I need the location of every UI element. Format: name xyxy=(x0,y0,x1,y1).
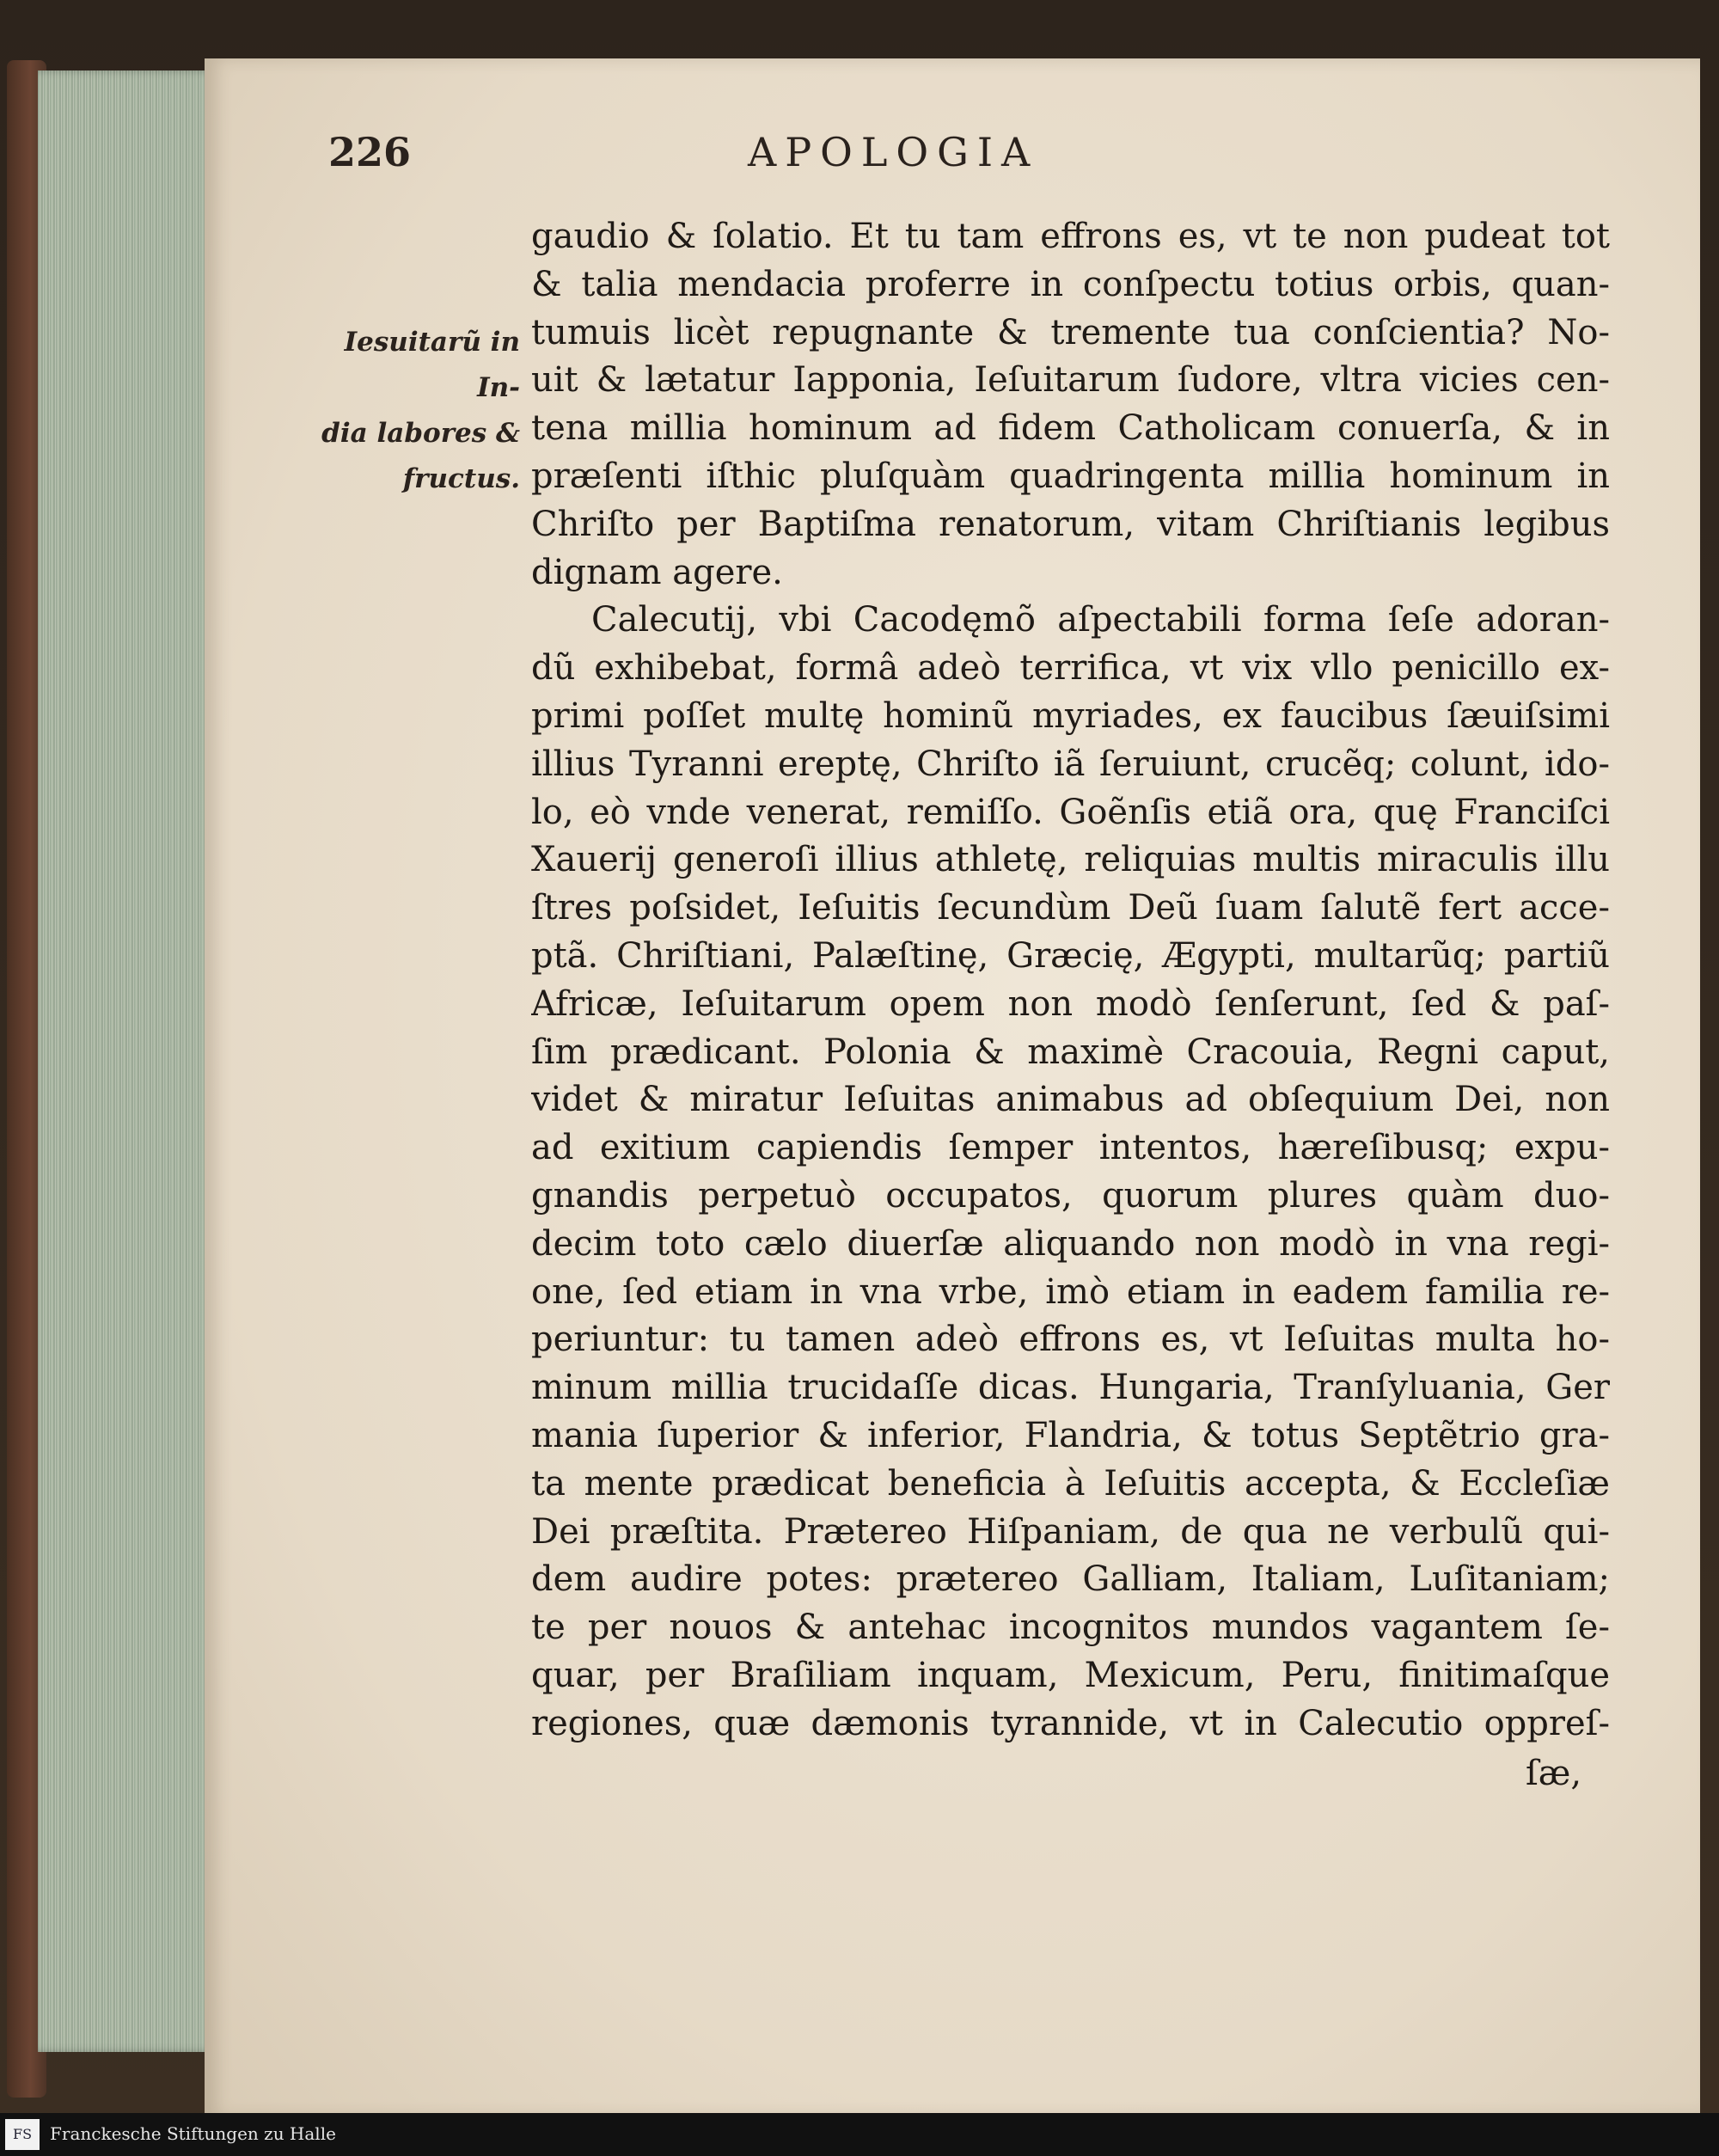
page-edges xyxy=(38,70,218,2052)
running-title: APOLOGIA xyxy=(748,129,1039,175)
institution-logo-icon: FS xyxy=(5,2119,40,2150)
text-line: ſim prædicant. Polonia & maximè Cracouia, Regni caput, xyxy=(531,1032,1610,1072)
text-line: minum millia trucidaſſe dicas. Hungaria, Tranſyluania, Ger xyxy=(531,1368,1610,1408)
text-line: dũ exhibebat, formâ adeò terrifica, vt vix vllo penicillo ex- xyxy=(531,648,1610,689)
text-line: ptã. Chriſtiani, Palæſtinę, Græcię, Ægypti, multarũq; partiũ xyxy=(531,935,1610,976)
text-line: te per nouos & antehac incognitos mundos vagantem ſe- xyxy=(531,1608,1610,1648)
text-line: quar, per Braſiliam inquam, Mexicum, Peru, finitimaſque xyxy=(531,1655,1610,1695)
text-line: ad exitium capiendis ſemper intentos, hæreſibusq; expu- xyxy=(531,1128,1610,1168)
text-line: mania ſuperior & inferior, Flandria, & totus Septẽtrio gra- xyxy=(531,1415,1610,1455)
institution-label: Franckesche Stiftungen zu Halle xyxy=(50,2123,336,2144)
text-line: dignam agere. xyxy=(531,552,783,592)
text-line: periuntur: tu tamen adeò effrons es, vt Ieſuitas multa ho- xyxy=(531,1320,1610,1360)
text-line: ſtres poſsidet, Ieſuitis ſecundùm Deũ ſuam ſalutẽ fert acce- xyxy=(531,888,1610,928)
text-line: illius Tyranni ereptę, Chriſto iã ſeruiunt, crucẽq; colunt, ido- xyxy=(531,744,1610,784)
text-line: tena millia hominum ad fidem Catholicam conuerſa, & in xyxy=(531,408,1610,449)
text-line: Xauerij generoſi illius athletę, reliquias multis miraculis illu xyxy=(531,840,1610,880)
text-line: Africæ, Ieſuitarum opem non modò ſenſerunt, ſed & paſ- xyxy=(531,983,1610,1024)
text-line: uit & lætatur Iapponia, Ieſuitarum ſudore, vltra vicies cen- xyxy=(531,360,1610,401)
text-line: Chriſto per Baptiſma renatorum, vitam Chriſtianis legibus xyxy=(531,504,1610,544)
text-line: regiones, quæ dæmonis tyrannide, vt in Calecutio oppreſ- xyxy=(531,1703,1610,1743)
text-line: & talia mendacia proferre in conſpectu totius orbis, quan- xyxy=(531,264,1610,304)
text-line: videt & miratur Ieſuitas animabus ad obſequium Dei, non xyxy=(531,1080,1610,1120)
text-line: gaudio & ſolatio. Et tu tam effrons es, vt te non pudeat tot xyxy=(531,217,1610,256)
main-text xyxy=(531,213,1610,1749)
text-line: decim toto cælo diuerſæ aliquando non modò in vna regi- xyxy=(531,1223,1610,1264)
page-number: 226 xyxy=(328,129,412,175)
text-line: Dei præſtita. Prætereo Hiſpaniam, de qua ne verbulũ qui- xyxy=(531,1511,1610,1552)
catchword: ſæ, xyxy=(1526,1754,1582,1793)
footer-bar xyxy=(0,2113,1719,2156)
text-line: one, ſed etiam in vna vrbe, imò etiam in eadem familia re- xyxy=(531,1271,1610,1312)
text-line: lo, eò vnde venerat, remiſſo. Goẽnſis etiã ora, quę Franciſci xyxy=(531,792,1610,832)
running-head xyxy=(0,129,1719,189)
text-line: Calecutij, vbi Cacodęmõ aſpectabili forma ſeſe adoran- xyxy=(591,600,1610,640)
text-line: tumuis licèt repugnante & tremente tua conſcientia? No- xyxy=(531,312,1610,352)
text-line: præſenti iſthic pluſquàm quadringenta millia hominum in xyxy=(531,456,1610,496)
text-line: primi poſſet multę hominũ myriades, ex faucibus ſæuiſsimi xyxy=(531,695,1610,736)
text-line: gnandis perpetuò occupatos, quorum plures quàm duo- xyxy=(531,1175,1610,1216)
text-line: dem audire potes: prætereo Galliam, Italiam, Luſitaniam; xyxy=(531,1559,1610,1600)
text-line: ta mente prædicat beneficia à Ieſuitis accepta, & Eccleſiæ xyxy=(531,1463,1610,1504)
marginal-note: Iesuitarũ in In- dia labores & fructus. xyxy=(321,327,520,494)
